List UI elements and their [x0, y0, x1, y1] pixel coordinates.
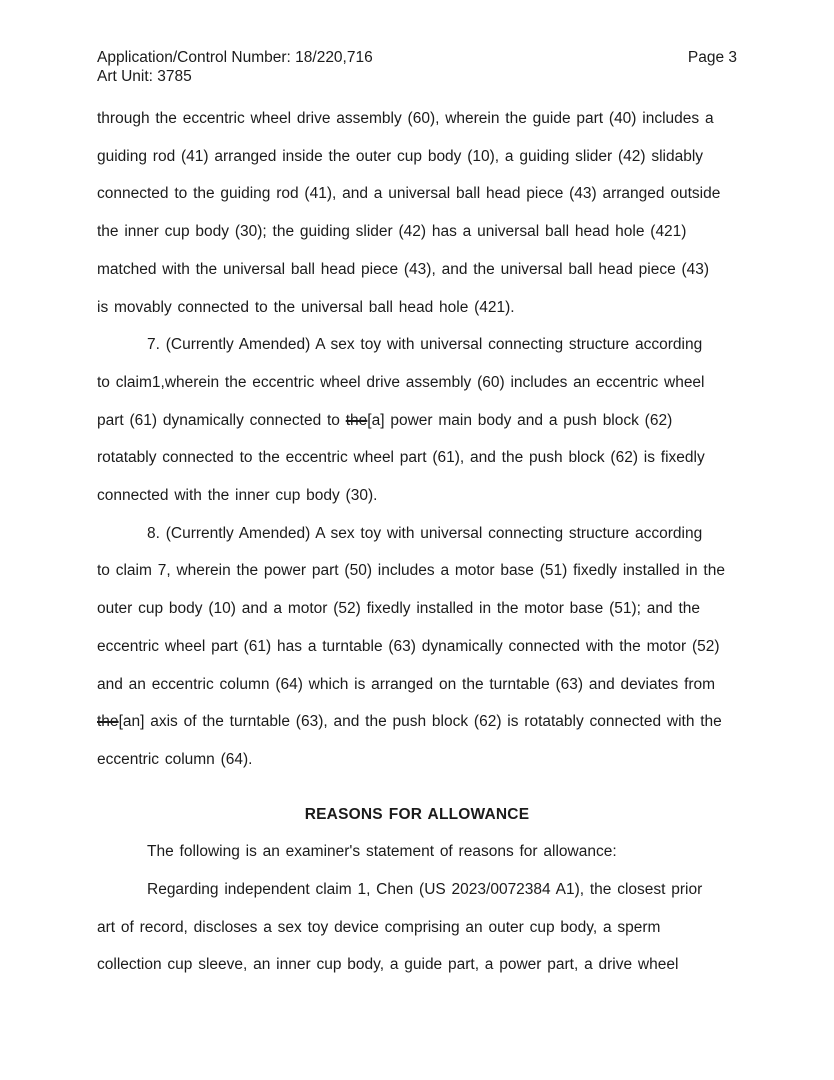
- text-line: [97, 515, 737, 553]
- text-segment: outer cup body (10) and a motor (52) fixedly installed in the motor base (51); and the: [97, 600, 700, 618]
- text-segment: eccentric column (64).: [97, 750, 253, 768]
- text-segment: is movably connected to the universal ball head hole (421).: [97, 298, 515, 316]
- text-segment: [a] power main body and a push block (62): [367, 411, 673, 429]
- text-segment: REASONS FOR ALLOWANCE: [304, 805, 530, 823]
- text-line: [97, 251, 737, 289]
- text-line: [97, 703, 737, 741]
- text-segment: Regarding independent claim 1, Chen (US 2023/0072384 A1), the closest prior: [147, 881, 703, 899]
- page-number: Page 3: [687, 49, 737, 66]
- text-segment: connected with the inner cup body (30).: [97, 487, 378, 505]
- text-segment: to claim1,wherein the eccentric wheel drive assembly (60) includes an eccentric wheel: [97, 373, 705, 391]
- page-header: [97, 48, 737, 86]
- text-segment: collection cup sleeve, an inner cup body, a guide part, a power part, a drive wheel: [97, 956, 679, 974]
- text-segment: through the eccentric wheel drive assembly (60), wherein the guide part (40) includes a: [97, 110, 714, 127]
- text-segment: art of record, discloses a sex toy device comprising an outer cup body, a sperm: [97, 918, 661, 936]
- text-segment: connected to the guiding rod (41), and a universal ball head piece (43) arranged outside: [97, 185, 721, 203]
- text-line: [97, 946, 737, 984]
- text-line: [97, 833, 737, 871]
- text-segment: 8. (Currently Amended) A sex toy with universal connecting structure according: [147, 524, 703, 542]
- application-control-number: Application/Control Number: 18/220,716: [97, 49, 373, 66]
- text-line: [97, 477, 737, 515]
- text-segment: eccentric wheel part (61) has a turntable (63) dynamically connected with the motor (52): [97, 637, 720, 655]
- text-line: [97, 439, 737, 477]
- text-segment: matched with the universal ball head piece (43), and the universal ball head piece (43): [97, 260, 710, 278]
- text-line: [97, 175, 737, 213]
- text-segment: part (61) dynamically connected to: [97, 411, 346, 429]
- text-segment: The following is an examiner's statement of reasons for allowance:: [147, 843, 617, 861]
- text-line: [97, 138, 737, 176]
- text-segment: [an] axis of the turntable (63), and the push block (62) is rotatably connected with the: [118, 713, 722, 731]
- text-line: [97, 552, 737, 590]
- text-segment: guiding rod (41) arranged inside the outer cup body (10), a guiding slider (42) slidably: [97, 147, 704, 165]
- text-line: [97, 666, 737, 704]
- text-line: [97, 213, 737, 251]
- header-row: [97, 48, 737, 67]
- text-segment: and an eccentric column (64) which is arranged on the turntable (63) and deviates from: [97, 675, 716, 693]
- text-line: [97, 326, 737, 364]
- section-heading: [97, 796, 737, 834]
- art-unit: Art Unit: 3785: [97, 68, 192, 85]
- text-line: [97, 590, 737, 628]
- text-line: [97, 402, 737, 440]
- text-segment: to claim 7, wherein the power part (50) includes a motor base (51) fixedly installed in the: [97, 562, 725, 580]
- text-segment: the inner cup body (30); the guiding slider (42) has a universal ball head hole (421): [97, 223, 687, 241]
- text-line: [97, 364, 737, 402]
- text-segment: 7. (Currently Amended) A sex toy with universal connecting structure according: [147, 336, 703, 354]
- text-line: [97, 871, 737, 909]
- text-line: [97, 909, 737, 947]
- text-line: [97, 741, 737, 779]
- text-line: [97, 100, 737, 138]
- struck-out-text: the: [345, 411, 368, 429]
- text-line: [97, 289, 737, 327]
- document-body: [97, 100, 737, 984]
- text-line: [97, 628, 737, 666]
- text-segment: rotatably connected to the eccentric wheel part (61), and the push block (62) is fixedly: [97, 449, 705, 467]
- struck-out-text: the: [97, 713, 119, 731]
